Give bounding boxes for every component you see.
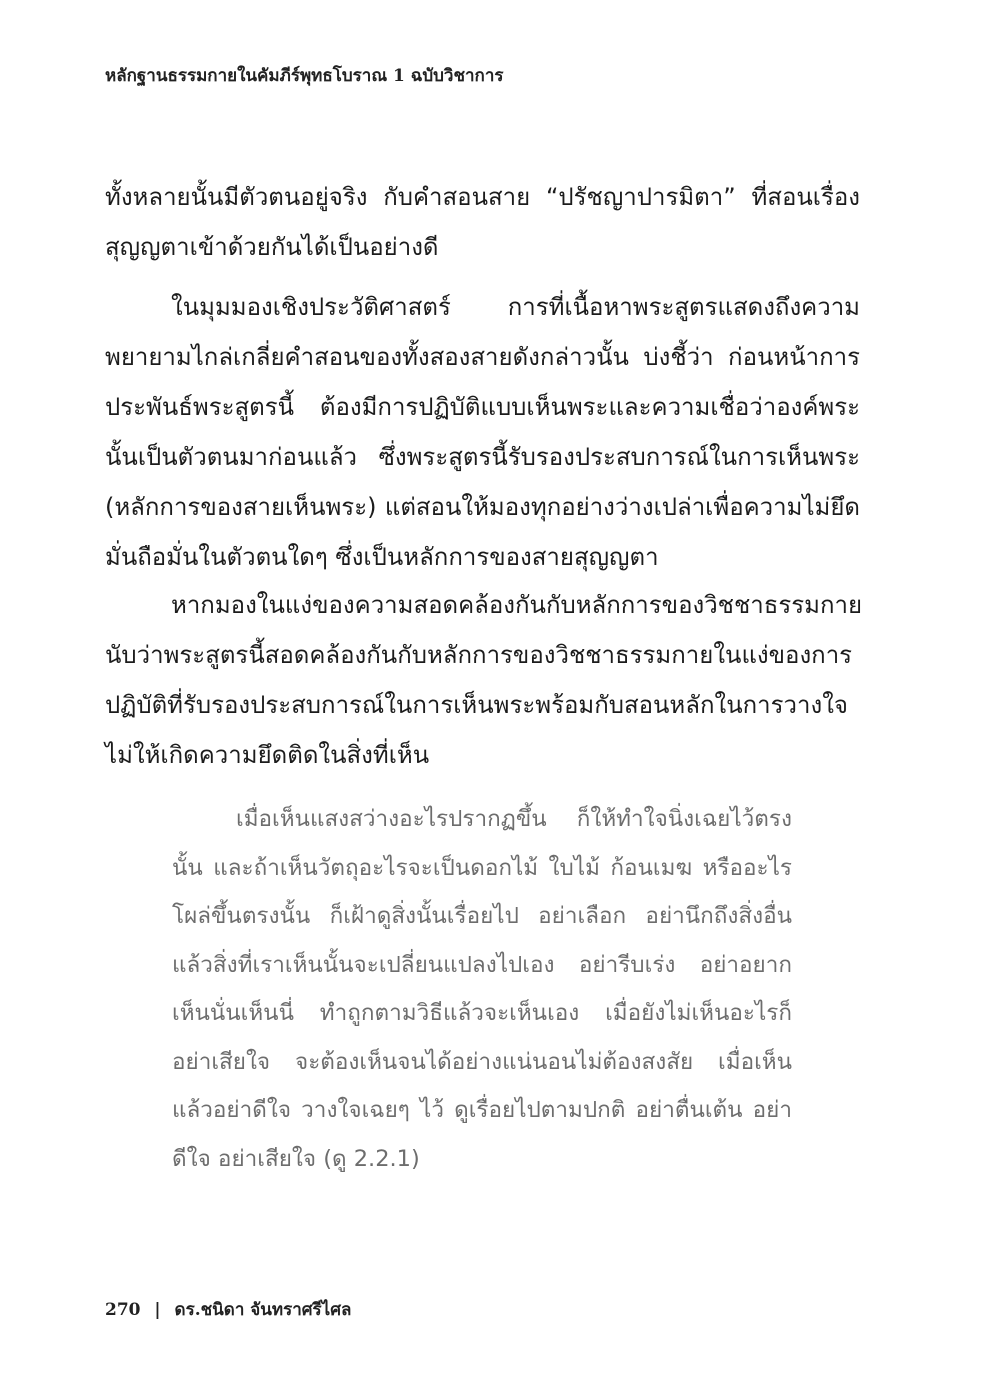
quote-line: เมื่อเห็นแสงสว่างอะไรปรากฏขึ้น ก็ให้ทำใจนิ่งเฉยไว้ตรง: [236, 806, 792, 832]
text-line: หากมองในแง่ของความสอดคล้องกันกับหลักการของวิชชาธรรมกาย: [171, 591, 863, 619]
quote-line: แล้วอย่าดีใจ วางใจเฉยๆ ไว้ ดูเรื่อยไปตามปกติ อย่าตื่นเต้น อย่า: [172, 1097, 792, 1123]
block-quote: [172, 795, 792, 1183]
text-line: มั่นถือมั่นในตัวตนใดๆ ซึ่งเป็นหลักการของสายสุญญตา: [105, 543, 659, 571]
text-line: นั้นเป็นตัวตนมาก่อนแล้ว ซึ่งพระสูตรนี้รับรองประสบการณ์ในการเห็นพระ: [105, 443, 860, 471]
text-line: สุญญตาเข้าด้วยกันได้เป็นอย่างดี: [105, 233, 439, 261]
paragraph-1: [105, 172, 860, 272]
author-name: ดร.ชนิดา จันทราศรีไศล: [174, 1300, 352, 1320]
paragraph-2: [105, 282, 860, 582]
quote-line: อย่าเสียใจ จะต้องเห็นจนได้อย่างแน่นอนไม่ต้องสงสัย เมื่อเห็น: [172, 1048, 792, 1075]
footer-separator: |: [154, 1300, 161, 1320]
text-line: (หลักการของสายเห็นพระ) แต่สอนให้มองทุกอย่างว่างเปล่าเพื่อความไม่ยึด: [105, 493, 860, 521]
text-line: ไม่ให้เกิดความยึดติดในสิ่งที่เห็น: [105, 741, 430, 769]
quote-line: โผล่ขึ้นตรงนั้น ก็เฝ้าดูสิ่งนั้นเรื่อยไป อย่าเลือก อย่านึกถึงสิ่งอื่น: [172, 903, 792, 929]
text-line: ประพันธ์พระสูตรนี้ ต้องมีการปฏิบัติแบบเห็นพระและความเชื่อว่าองค์พระ: [105, 393, 860, 421]
paragraph-3: [105, 580, 863, 780]
quote-line: ดีใจ อย่าเสียใจ (ดู 2.2.1): [172, 1145, 420, 1172]
quote-line: แล้วสิ่งที่เราเห็นนั้นจะเปลี่ยนแปลงไปเอง อย่ารีบเร่ง อย่าอยาก: [172, 951, 792, 978]
page-footer: [105, 1296, 351, 1323]
text-line: ปฏิบัติที่รับรองประสบการณ์ในการเห็นพระพร้อมกับสอนหลักในการวางใจ: [105, 691, 848, 719]
running-header: หลักฐานธรรมกายในคัมภีร์พุทธโบราณ 1 ฉบับวิชาการ: [105, 66, 504, 86]
page-number: 270: [105, 1300, 141, 1320]
text-line: พยายามไกล่เกลี่ยคำสอนของทั้งสองสายดังกล่าวนั้น บ่งชี้ว่า ก่อนหน้าการ: [105, 343, 860, 371]
text-line: ทั้งหลายนั้นมีตัวตนอยู่จริง กับคำสอนสาย “ปรัชญาปารมิตา” ที่สอนเรื่อง: [105, 183, 860, 211]
text-line: นับว่าพระสูตรนี้สอดคล้องกันกับหลักการของวิชชาธรรมกายในแง่ของการ: [105, 641, 853, 669]
text-line: ในมุมมองเชิงประวัติศาสตร์ การที่เนื้อหาพระสูตรแสดงถึงความ: [171, 293, 860, 321]
quote-line: เห็นนั่นเห็นนี่ ทำถูกตามวิธีแล้วจะเห็นเอง เมื่อยังไม่เห็นอะไรก็: [172, 1000, 792, 1026]
quote-line: นั้น และถ้าเห็นวัตถุอะไรจะเป็นดอกไม้ ใบไม้ ก้อนเมฆ หรืออะไร: [172, 854, 792, 881]
